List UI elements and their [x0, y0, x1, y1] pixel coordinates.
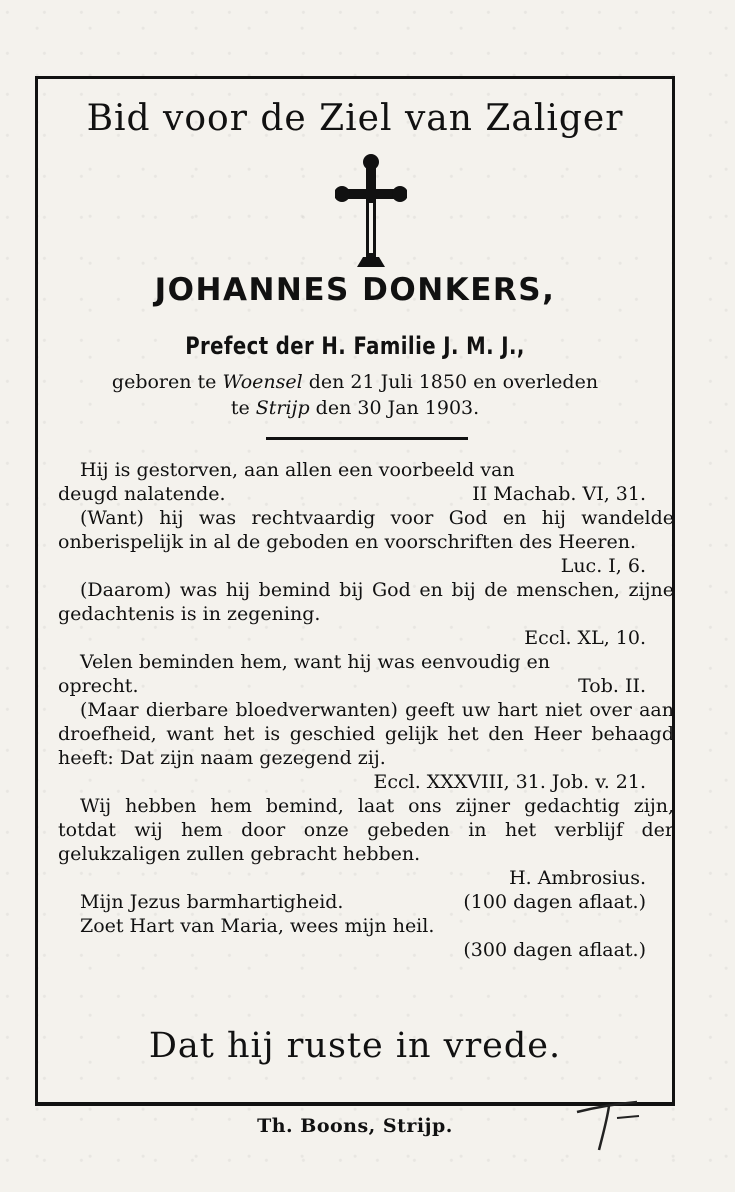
- verse-4-line: [58, 674, 674, 698]
- verse-1: Hij is gestorven, aan allen een voorbeeld van: [80, 459, 515, 481]
- printer-credit: Th. Boons, Strijp.: [257, 1115, 453, 1137]
- verse-5: (Maar dierbare bloedverwanten) geeft uw hart niet over aan droefheid, want het is geschied gelijk het den Heer behaagd heeft: Dat zijn naam gezegend zij.: [58, 699, 674, 769]
- birth-date: den 21 Juli 1850 en overleden: [308, 371, 599, 393]
- indulgence-2-note: (300 dagen aflaat.): [463, 939, 646, 961]
- indulgence-1: [58, 890, 674, 914]
- death-place: Strijp: [255, 397, 310, 419]
- prayer-heading: Bid voor de Ziel van Zaliger: [86, 98, 624, 139]
- verse-4-cont: oprecht.: [58, 675, 139, 697]
- birth-place: Woensel: [222, 371, 303, 393]
- verse-5-ref: Eccl. XXXVIII, 31. Job. v. 21.: [373, 771, 646, 793]
- handwritten-mark-icon: [573, 1098, 643, 1154]
- deceased-title: Prefect der H. Familie J. M. J.,: [185, 332, 525, 360]
- verse-3-ref: Eccl. XL, 10.: [524, 627, 646, 649]
- verse-4-ref: Tob. II.: [578, 675, 646, 697]
- verse-6: Wij hebben hem bemind, laat ons zijner gedachtig zijn, totdat wij hem door onze gebeden in het verblijf der gelukzaligen zullen gebracht hebben.: [58, 795, 674, 865]
- closing-line: Dat hij ruste in vrede.: [148, 1026, 562, 1066]
- verse-4: Velen beminden hem, want hij was eenvoudig en: [80, 651, 550, 673]
- birth-prefix: geboren te: [111, 371, 217, 393]
- life-dates: [35, 369, 675, 421]
- verse-6-ref: H. Ambrosius.: [509, 867, 646, 889]
- divider-rule: [266, 437, 468, 440]
- death-prefix: te: [230, 397, 250, 419]
- verse-2: (Want) hij was rechtvaardig voor God en hij wandelde onberispelijk in al de geboden en voorschriften des Heeren.: [58, 507, 674, 553]
- verse-2-ref: Luc. I, 6.: [560, 555, 646, 577]
- verse-1-line: [58, 482, 674, 506]
- death-date: den 30 Jan 1903.: [315, 397, 480, 419]
- indulgence-1-text: Mijn Jezus barmhartigheid.: [80, 891, 344, 913]
- verse-3: (Daarom) was hij bemind bij God en bij de menschen, zijne gedachtenis is in zegening.: [58, 579, 674, 625]
- cross-icon: [335, 153, 407, 269]
- indulgence-2-text: Zoet Hart van Maria, wees mijn heil.: [80, 915, 435, 937]
- verse-1-ref: II Machab. VI, 31.: [472, 483, 646, 505]
- deceased-name: JOHANNES DONKERS,: [154, 272, 556, 308]
- scripture-verses: [58, 458, 674, 962]
- verse-1-cont: deugd nalatende.: [58, 483, 226, 505]
- indulgence-1-note: (100 dagen aflaat.): [463, 891, 646, 913]
